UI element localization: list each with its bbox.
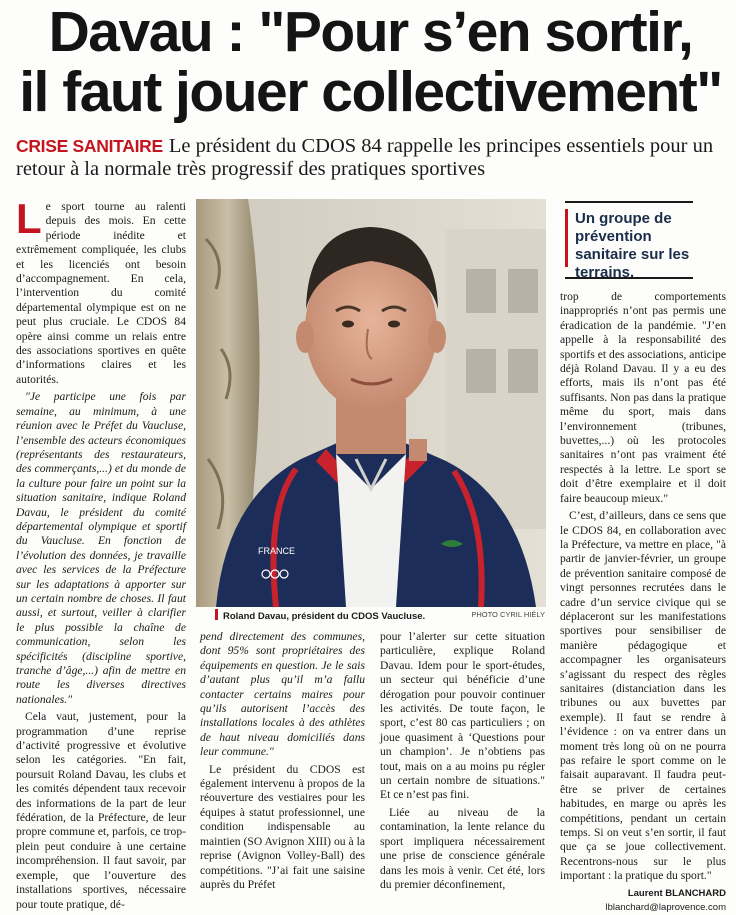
deck-text: Le président du CDOS 84 rappelle les principes essentiels pour un retour à la normale très progressif des pratiques sportives — [16, 135, 714, 180]
caption-text: Roland Davau, président du CDOS Vaucluse. — [223, 611, 426, 622]
callout-box — [565, 201, 693, 279]
col4-paragraph-2: C’est, d’ailleurs, dans ce sens que le CDOS 84, en collaboration avec la Préfecture, va mettre en place, "à partir de janvier-février, un groupe de prévention sanitaire composé de vingt personnes recrutées dans le cadre d’un service civique qui se déplaceront sur les manifestations sportives pour sensibiliser de manière pédagogique et accompagner les organisateurs s’agissant du respect des règles sanitaires (distanciation dans les tribunes ou aux buvettes par exemple). Il faut se rendre à l’évidence : on va entrer dans un moment très long où on ne pourra pas refaire le sport comme on le faisait auparavant. Il faudra peut-être se priver de certaines habitudes, en marge ou après les compétitions, pendant un certain temps. Si on veut s’en sortir, il faut que ça se joue collectivement. Recentrons-nous sur le plus important : la pratique du sport." — [560, 509, 726, 883]
photo-caption — [215, 609, 545, 625]
caption-accent-bar — [215, 609, 218, 620]
col3-paragraph-1: pour l’alerter sur cette situation particulière, explique Roland Davau. Idem pour le sport-études, un secteur qui bénéficie d’une dérogation pour pouvoir continuer les activités. De toute façon, le sport, c’est 80 cas particuliers ; on joue quasiment à ‘Questions pour un champion’. Je n’obtiens pas tout, mais on a au moins pu régler un certain nombre de situations." Et ce n’est pas fini. — [380, 630, 545, 802]
col1-paragraph-1: e sport tourne au ralenti depuis des mois. En cette période inédite et extrêmement compliquée, les clubs et les licenciés ont besoin d’accompagnement. En cela, l’intervention du comité départemental olympique est on ne peut plus cruciale. Le CDOS 84 opère ainsi comme un relais entre des associations sportives en quête d’informations claires et les autorités. — [16, 200, 186, 386]
article-column-2 — [200, 630, 365, 891]
author-name: Laurent BLANCHARD — [627, 887, 726, 899]
col2-paragraph-1: pend directement des communes, dont 95% sont propriétaires des équipements en question. Je le sais d’autant plus qu’il m’a fallu contacter certains maires pour qu’ils autorisent l’accès des installations locales à des athlètes de haut niveau domiciliés dans leur commune." — [200, 630, 365, 759]
article-column-1 — [16, 195, 186, 911]
deck — [16, 135, 726, 181]
headline-line-2: il faut jouer collectivement" — [19, 60, 722, 124]
col1-paragraph-3: Cela vaut, justement, pour la programmation d’une reprise d’activité progressive et évolutive selon les catégories. "En fait, poursuit Roland Davau, les clubs et les comités dépendent taux recevoir des informations de la part de leur fédération, de la Préfecture, de leur propre commune et, parfois, ce trop-plein peut conduire à une certaine incompréhension. Il faut savoir, par exemple, que l’ouverture des installations sportives, nécessaire pour toute pratique, dé- — [16, 710, 186, 911]
drop-cap: L — [16, 195, 42, 242]
portrait-photo — [196, 199, 546, 607]
photo-credit: PHOTO CYRIL HIÉLY — [471, 610, 545, 619]
callout-text: Un groupe de prévention sanitaire sur les terrains. — [575, 210, 690, 281]
article-column-3 — [380, 630, 545, 891]
portrait-illustration — [196, 199, 546, 607]
col3-paragraph-2: Liée au niveau de la contamination, la lente relance du sport impliquera nécessairement une prise de conscience générale dans les mois à venir. Cet été, lors du premier déconfinement, — [380, 805, 545, 891]
col1-paragraph-2: "Je participe une fois par semaine, au minimum, à une réunion avec le Préfet du Vaucluse, l’ensemble des acteurs économiques (représentants des restaurateurs, des commerçants,...) et du monde de la culture pour faire un point sur la situation sanitaire, indique Roland Davau, le président du comité départemental olympique et sportif du Vaucluse. En fonction de l’évolution des données, je travaille avec les services de la Préfecture sur les adaptations à apporter sur un certain nombre de choses. Il faut aussi, et surtout, veiller à clarifier le plus possible la chaîne de communication, selon les spécificités (discipline sportive, tranche d’âge,...) afin de mettre en route les diverses directives nationales." — [16, 390, 186, 706]
col4-paragraph-1: trop de comportements inappropriés n’ont pas permis une éradication de la pandémie. "J’en appelle à la responsabilité des sportifs et des associations, anticipe déjà Roland Davau. Il y a eu des efforts, mais ils n’ont pas été suffisants. Non pas dans la pratique même du sport, mais dans l’environnement (tribunes, buvettes,...) où les protocoles sanitaires n’ont pas vraiment été respectés à la lettre. Le sport se doit d’être exemplaire et il doit faire beaucoup mieux." — [560, 290, 726, 505]
kicker: CRISE SANITAIRE — [16, 136, 163, 156]
headline — [8, 2, 733, 122]
jacket-france-text: FRANCE — [258, 546, 296, 556]
article-column-4 — [560, 290, 726, 914]
col2-paragraph-2: Le président du CDOS est également intervenu à propos de la réouverture des vestiaires pour les équipes à statut professionnel, une condition indispensable au maintien (SO Avignon XIII) ou à la reprise (Avignon Volley-Ball) des compétitions. "J’ai fait une saisine auprès du Préfet — [200, 762, 365, 891]
author-email[interactable]: lblanchard@laprovence.com — [605, 902, 726, 914]
callout-accent-bar — [565, 209, 568, 267]
headline-line-1: Davau : "Pour s’en sortir, — [48, 0, 693, 64]
